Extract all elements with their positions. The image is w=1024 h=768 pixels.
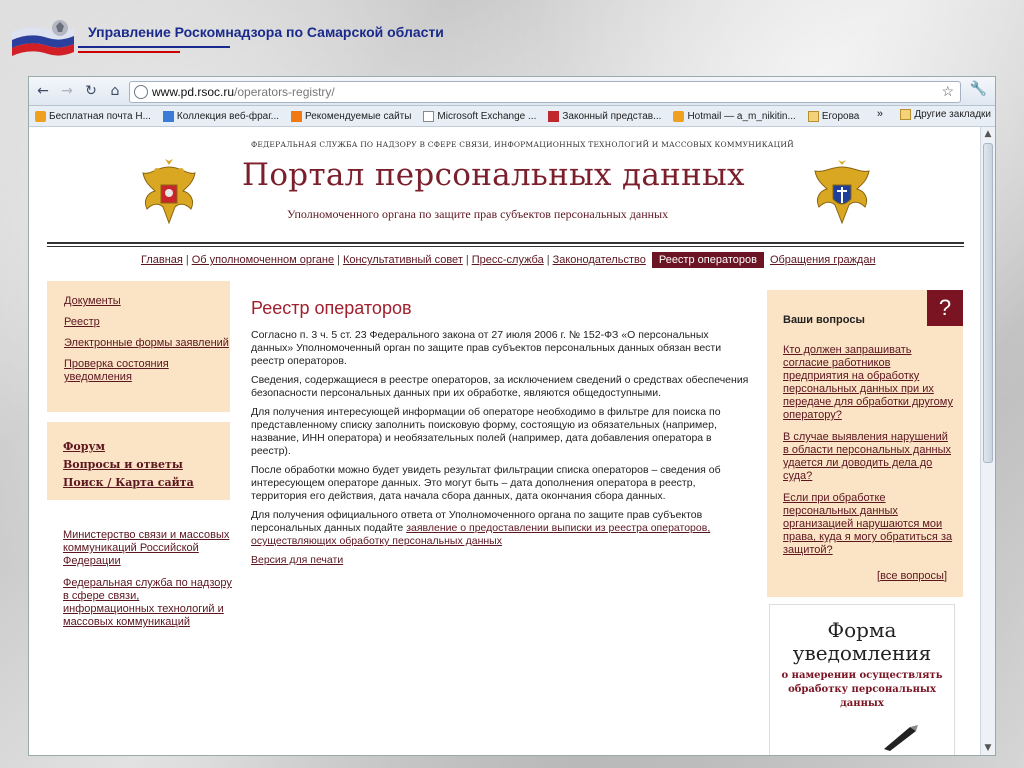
browser-toolbar (29, 77, 995, 106)
page-globe-icon (134, 85, 148, 99)
msn-butterfly-icon (673, 111, 684, 122)
print-version-link[interactable]: Версия для печати (251, 554, 344, 566)
paragraph (251, 554, 751, 567)
paragraph: Для получения интересующей информации об операторе необходимо в фильтре для поиска по представленному списку заполнить поисковую форму, состоящую из обязательных (например, название, ИНН оператора) и необязательных полей (например, дата добавления оператора в реестр). (251, 406, 721, 457)
reload-icon[interactable]: ↻ (85, 83, 97, 99)
bookmark-item[interactable] (808, 111, 860, 122)
portal-title: Портал персональных данных (242, 157, 745, 193)
other-bookmarks[interactable] (900, 109, 991, 120)
suggested-sites-icon (291, 111, 302, 122)
folder-icon (808, 111, 819, 122)
title-underline-blue (78, 46, 230, 48)
questions-title: Ваши вопросы (783, 314, 865, 326)
header-divider (47, 242, 964, 244)
notification-form-banner[interactable] (769, 604, 955, 755)
left-menu-e-forms[interactable]: Электронные формы заявлений (64, 337, 229, 349)
all-questions-link[interactable]: все вопросы (880, 570, 944, 582)
wrench-icon[interactable]: 🔧 (969, 81, 987, 97)
question-link[interactable]: Если при обработке персональных данных организацией нарушаются мои права, куда я могу обратиться за защитой? (783, 492, 953, 556)
fountain-pen-icon (880, 723, 920, 751)
all-questions: [все вопросы] (877, 570, 947, 582)
url-path: /operators-registry/ (234, 85, 335, 99)
folder-icon (900, 109, 911, 120)
form-banner-title: Форма уведомления (792, 618, 932, 665)
paragraph (251, 509, 751, 548)
roskomnadzor-logo (10, 18, 76, 58)
scrollbar-thumb[interactable] (983, 143, 993, 463)
home-icon[interactable]: ⌂ (110, 83, 120, 99)
nav-advisory-council[interactable]: Консультативный совет (342, 254, 463, 266)
paragraph: Согласно п. 3 ч. 5 ст. 23 Федерального закона от 27 июля 2006 г. № 152-ФЗ «О персональных данных» Уполномоченный орган по защите прав субъектов персональных данных обязан вести реестр операторов. (251, 329, 722, 367)
nav-press[interactable]: Пресс-служба (471, 254, 544, 266)
web-page (29, 127, 981, 755)
paragraph: Сведения, содержащиеся в реестре операторов, за исключением сведений о средствах обеспечения безопасности персональных данных при их обработке, являются общедоступными. (251, 374, 749, 399)
webslice-icon (163, 111, 174, 122)
federal-service-link[interactable]: Федеральная служба по надзору в сфере связи, информационных технологий и массовых коммуникаций (63, 577, 232, 628)
bookmark-label: Коллекция веб-фраг... (176, 110, 280, 122)
bookmark-label: Рекомендуемые сайты (305, 110, 412, 122)
roskomnadzor-emblem-icon (811, 159, 873, 227)
statement-request-link[interactable]: заявление о предоставлении выписки из реестра операторов, осуществляющих обработку персональных данных (251, 522, 711, 547)
bookmark-label: Законный представ... (562, 110, 662, 122)
scroll-up-arrow-icon[interactable]: ▲ (984, 129, 992, 139)
paragraph: После обработки можно будет увидеть результат фильтрации списка операторов – сведения об интересующем операторе данных. Это могут быть – дата дополнения оператора в реестр, территория его действия, дата начала сбора данных, дата окончания сбора данных. (251, 464, 721, 502)
left-link-search-sitemap[interactable]: Поиск / Карта сайта (63, 476, 194, 489)
nav-about[interactable]: Об уполномоченном органе (191, 254, 335, 266)
question-link[interactable]: Кто должен запрашивать согласие работников предприятия на обработку персональных данных при их передаче для обработки другому оператору? (783, 344, 953, 421)
bookmarks-bar (29, 106, 995, 127)
other-bookmarks-label: Другие закладки (914, 109, 991, 120)
bookmark-item[interactable] (163, 111, 279, 122)
bookmark-item[interactable] (291, 111, 411, 122)
left-community-box (47, 422, 230, 500)
forward-arrow-icon[interactable]: → (61, 83, 73, 99)
ministry-link[interactable]: Министерство связи и массовых коммуникаций Российской Федерации (63, 529, 230, 567)
external-links (63, 529, 233, 638)
page-heading: Реестр операторов (251, 298, 412, 318)
nav-registry-active[interactable]: Реестр операторов (652, 252, 764, 268)
address-bar[interactable] (129, 81, 961, 103)
page-scrollbar[interactable] (980, 127, 995, 755)
bookmark-item[interactable] (423, 111, 536, 122)
your-questions-box (767, 290, 963, 597)
portal-subtitle: Уполномоченного органа по защите прав субъектов персональных данных (287, 207, 669, 221)
bookmark-item[interactable] (35, 111, 151, 122)
page-icon (423, 111, 434, 122)
nav-legislation[interactable]: Законодательство (552, 254, 646, 266)
bookmark-label: Hotmail — a_m_nikitin... (687, 110, 796, 122)
title-underline-red (78, 51, 180, 53)
bookmark-item[interactable] (673, 111, 795, 122)
url-host: www.pd.rsoc.ru (152, 85, 235, 99)
back-arrow-icon[interactable]: ← (37, 83, 49, 99)
scroll-down-arrow-icon[interactable]: ▼ (984, 743, 992, 753)
left-link-faq[interactable]: Вопросы и ответы (63, 458, 183, 471)
header-divider-thin (47, 246, 964, 247)
bookmark-label: Microsoft Exchange ... (437, 110, 537, 122)
nav-citizen-appeals[interactable]: Обращения граждан (769, 254, 876, 266)
main-content (251, 297, 751, 573)
main-navigation: Главная | Об уполномоченном органе | Консультативный совет | Пресс-служба | Законодательство Реестр операторов Обращения граждан (141, 254, 876, 266)
bookmark-label: Егорова (821, 110, 860, 122)
russian-coat-of-arms-icon (137, 157, 201, 227)
msn-butterfly-icon (35, 111, 46, 122)
bookmarks-overflow-chevron[interactable]: » (876, 108, 883, 120)
site-icon (548, 111, 559, 122)
question-mark-icon: ? (927, 290, 963, 326)
slide-title: Управление Роскомнадзора по Самарской области (88, 24, 444, 40)
left-menu-box (47, 281, 230, 412)
bookmark-label: Бесплатная почта H... (49, 110, 151, 122)
bookmark-star-icon[interactable]: ☆ (941, 83, 954, 99)
paragraph-text: Для получения официального ответа от Уполномоченного органа по защите прав субъектов персональных данных подайте (251, 509, 703, 534)
questions-list (783, 344, 953, 566)
left-menu-notification-status[interactable]: Проверка состояния уведомления (64, 358, 169, 383)
browser-window (28, 76, 996, 756)
agency-name: ФЕДЕРАЛЬНАЯ СЛУЖБА ПО НАДЗОРУ В СФЕРЕ СВЯЗИ, ИНФОРМАЦИОННЫХ ТЕХНОЛОГИЙ И МАССОВЫХ КОММУНИКАЦИЙ (251, 140, 794, 149)
bookmark-item[interactable] (548, 111, 661, 122)
left-link-forum[interactable]: Форум (63, 440, 106, 453)
form-banner-subtitle: о намерении осуществлять обработку персональных данных (781, 670, 943, 709)
question-link[interactable]: В случае выявления нарушений в области персональных данных удается ли доводить дела до суда? (783, 431, 952, 482)
left-menu-registry[interactable]: Реестр (64, 316, 100, 328)
left-menu-documents[interactable]: Документы (64, 295, 121, 307)
nav-home[interactable]: Главная (141, 254, 183, 266)
